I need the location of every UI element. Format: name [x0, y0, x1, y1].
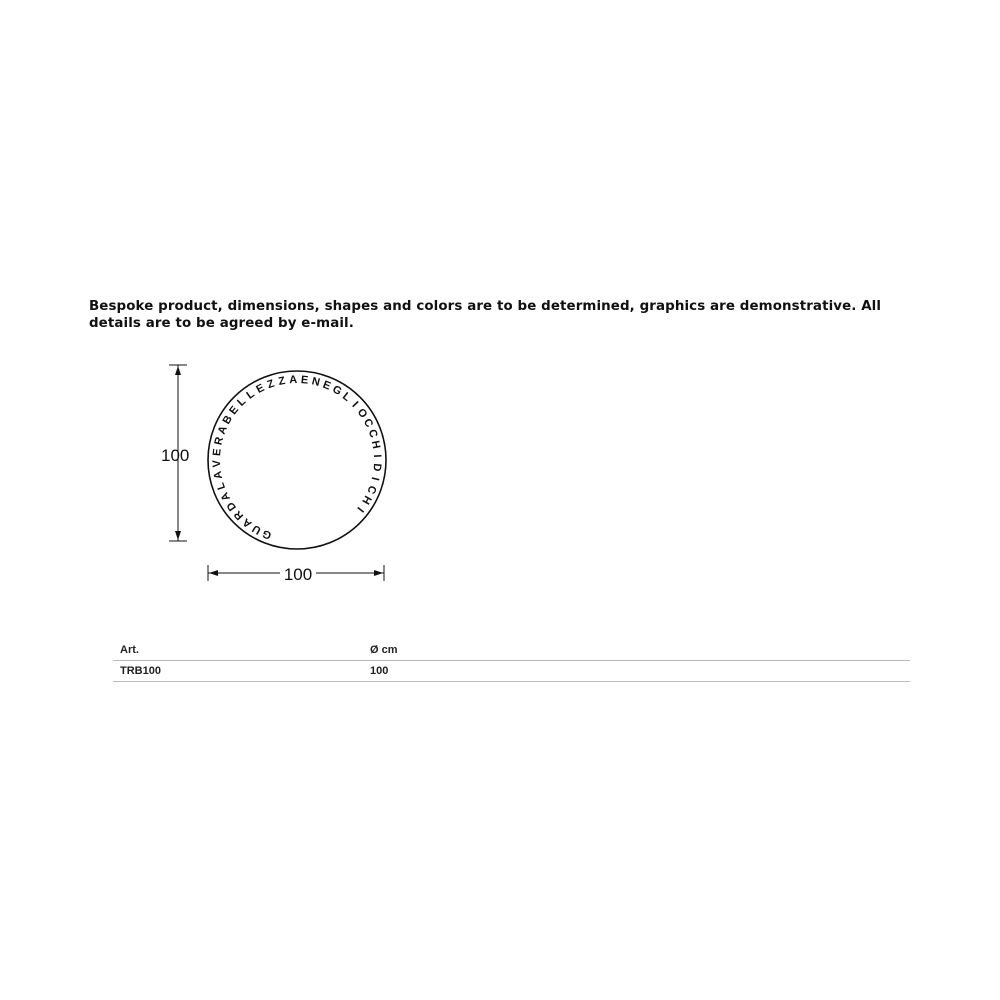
ring-letter: H	[359, 493, 374, 507]
ring-letter: E	[211, 448, 224, 457]
ring-letter: N	[310, 375, 322, 389]
mirror-outline	[208, 371, 386, 549]
height-label: 100	[161, 446, 190, 465]
arrow-left-icon	[209, 570, 218, 576]
ring-letter: Z	[277, 374, 287, 388]
ring-letter: V	[210, 459, 224, 468]
ring-letter: L	[214, 480, 229, 492]
ring-letter: C	[360, 416, 376, 430]
ring-letter: R	[231, 508, 247, 523]
ring-letter: I	[370, 454, 383, 458]
cell-diameter: 100	[370, 661, 910, 682]
header-diameter: Ø cm	[370, 640, 910, 661]
cell-art: TRB100	[113, 661, 370, 682]
table-header-row	[113, 640, 910, 661]
ring-letter: G	[260, 527, 274, 542]
header-art: Art.	[113, 640, 370, 661]
ring-letter: H	[368, 439, 383, 450]
height-dimension	[161, 365, 189, 541]
ring-letter: A	[218, 490, 233, 503]
ring-letter: Z	[265, 377, 276, 392]
ring-letter: I	[349, 399, 361, 410]
ring-letter: E	[227, 403, 242, 418]
ring-letter: O	[354, 406, 370, 421]
ring-letter: E	[300, 374, 309, 387]
spec-table	[113, 640, 910, 682]
width-label: 100	[283, 565, 313, 584]
ring-letter: A	[215, 424, 230, 437]
ring-letter: C	[364, 483, 379, 496]
ring-letter: R	[212, 435, 227, 447]
ring-letter: I	[354, 504, 366, 515]
ring-letter: A	[240, 515, 255, 530]
table-row	[113, 661, 910, 682]
ring-letter: D	[370, 462, 384, 472]
ring-text	[211, 374, 383, 541]
ring-letter: C	[365, 427, 380, 440]
ring-letter: E	[321, 378, 333, 393]
ring-letter: L	[244, 387, 257, 402]
ring-letter: B	[220, 413, 235, 427]
ring-letter: A	[211, 469, 226, 481]
ring-letter: D	[224, 499, 239, 513]
disclaimer-note: Bespoke product, dimensions, shapes and colors are to be determined, graphics are demonstrative. All details are to be agreed by e-mail.	[89, 299, 882, 331]
arrow-down-icon	[175, 531, 181, 540]
ring-letter: A	[288, 373, 298, 387]
ring-letter: L	[340, 390, 353, 404]
arrow-right-icon	[374, 570, 383, 576]
ring-letter: I	[368, 475, 381, 482]
ring-letter: U	[250, 522, 264, 537]
ring-letter: L	[235, 395, 249, 409]
width-dimension	[208, 565, 384, 584]
arrow-up-icon	[175, 366, 181, 375]
ring-letter: E	[254, 381, 267, 396]
ring-letter: G	[330, 383, 344, 399]
round-mirror	[208, 371, 386, 549]
